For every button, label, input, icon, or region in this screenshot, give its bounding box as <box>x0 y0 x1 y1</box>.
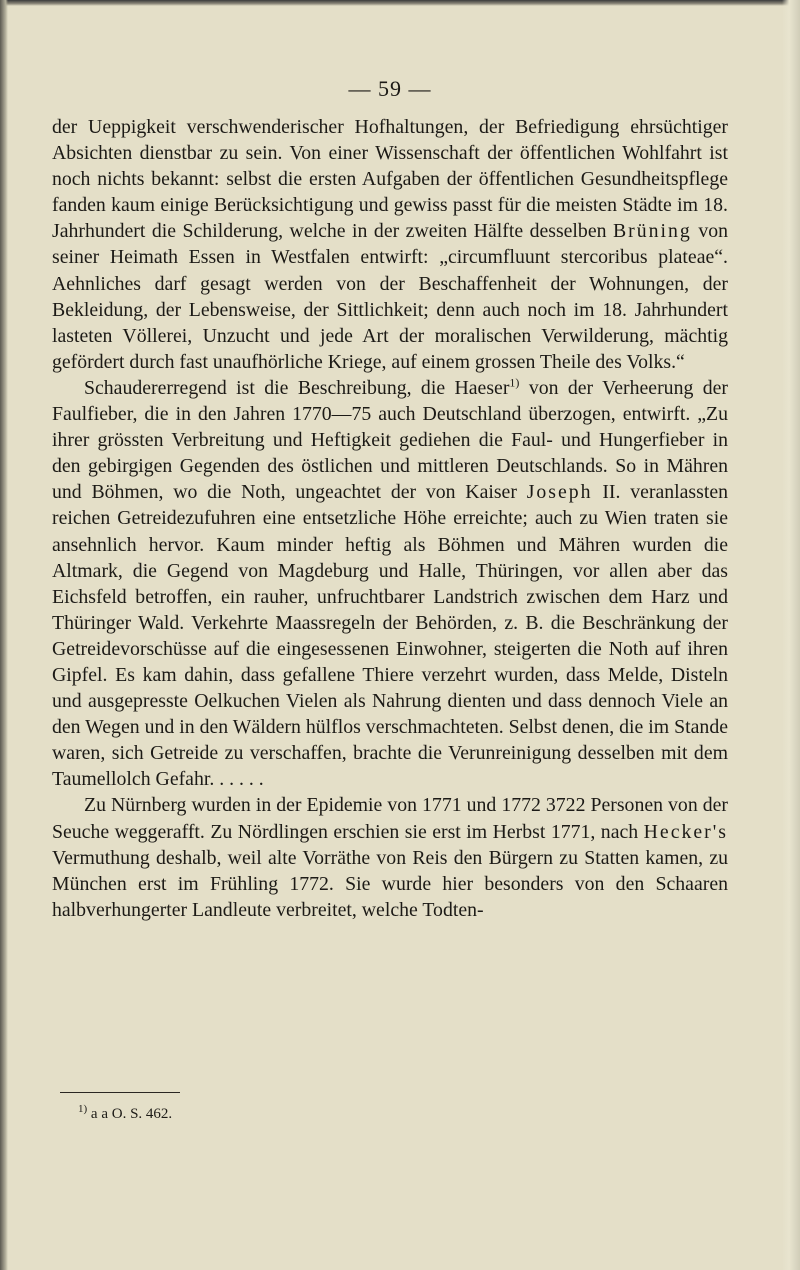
text-run: der Ueppigkeit verschwenderischer Hofhaltungen, der Befriedigung ehrsüchtiger Absichten dienstbar zu sein. Von einer Wissenschaft der öffentlichen Wohlfahrt ist noch nichts bekannt: selbst die ersten Aufgaben der öffentlichen Gesundheitspflege fanden kaum einige Berücksichtigung und gewiss passt für die meisten Städte im 18. Jahrhundert die Schilderung, welche in der zweiten Hälfte desselben <box>52 116 728 243</box>
scan-left-edge <box>0 0 8 1270</box>
paragraph <box>52 375 728 793</box>
text-run: Zu Nürnberg wurden in der Epidemie von 1771 und 1772 3722 Personen von der Seuche weggerafft. Zu Nördlingen erschien sie erst im Herbst 1771, nach <box>52 794 728 843</box>
footnote-mark: 1) <box>78 1103 88 1115</box>
spaced-name: Brüning <box>612 220 692 243</box>
text-run: Schaudererregend ist die Beschreibung, die Haeser <box>84 376 510 399</box>
text-run: von der Verheerung der Faulfieber, die in den Jahren 1770—75 auch Deutschland überzogen, entwirft. „Zu ihrer grössten Verbreitung und Heftigkeit gediehen die Faul- und Hungerfieber in den gebirgigen Gegenden des östlichen und mittleren Deutschlands. So in Mähren und Böhmen, wo die Noth, ungeachtet der von Kaiser <box>52 376 729 504</box>
scan-top-edge <box>0 0 800 6</box>
page-number: — 59 — <box>348 76 432 101</box>
spaced-name: Hecker's <box>643 820 728 843</box>
body-text <box>52 114 728 923</box>
paragraph <box>52 114 728 375</box>
text-run: von seiner Heimath Essen in Westfalen entwirft: „circumfluunt stercoribus plateae“. Aehnliches darf gesagt werden von der Beschaffenheit der Wohnungen, der Bekleidung, der Lebensweise, der Sittlichkeit; denn auch noch im 18. Jahrhundert lasteten Völlerei, Unzucht und jede Art der moralischen Verwilderung, mächtig gefördert durch fast unaufhörliche Kriege, auf einem grossen Theile des Volks.“ <box>52 220 728 373</box>
spaced-name: Joseph <box>526 481 593 504</box>
text-run: Vermuthung deshalb, weil alte Vorräthe von Reis den Bürgern zu Statten kamen, zu München erst im Frühling 1772. Sie wurde hier besonders von den Schaaren halbverhungerter Landleute verbreitet, welche Todten- <box>52 846 728 921</box>
footnote-reference: 1) <box>509 375 520 390</box>
paragraph <box>52 792 728 922</box>
footnote <box>78 1104 172 1124</box>
scan-right-edge <box>782 0 800 1270</box>
text-run: II. veranlassten reichen Getreidezufuhren eine entsetzliche Höhe erreichte; auch zu Wien traten sie ansehnlich hervor. Kaum minder heftig als Böhmen und Mähren wurden die Altmark, die Gegend von Magdeburg und Halle, Thüringen, vor allen aber das Eichsfeld betroffen, ein rauher, unfruchtbarer Landstrich zwischen dem Harz und Thüringer Wald. Verkehrte Maassregeln der Behörden, z. B. die Beschränkung der Getreidevorschüsse auf die eingesessenen Einwohner, steigerten die Noth auf ihren Gipfel. Es kam dahin, dass gefallene Thiere verzehrt wurden, dass Melde, Disteln und ausgepresste Oelkuchen Vielen als Nahrung dienten und dass dennoch Viele an den Wegen und in den Wäldern hülflos verschmachteten. Selbst denen, die im Stande waren, sich Getreide zu verschaffen, brachte die Verunreinigung desselben mit dem Taumellolch Gefahr. . . . . . <box>52 481 728 791</box>
footnote-text: a a O. S. 462. <box>87 1106 173 1122</box>
footnote-rule <box>60 1092 180 1093</box>
